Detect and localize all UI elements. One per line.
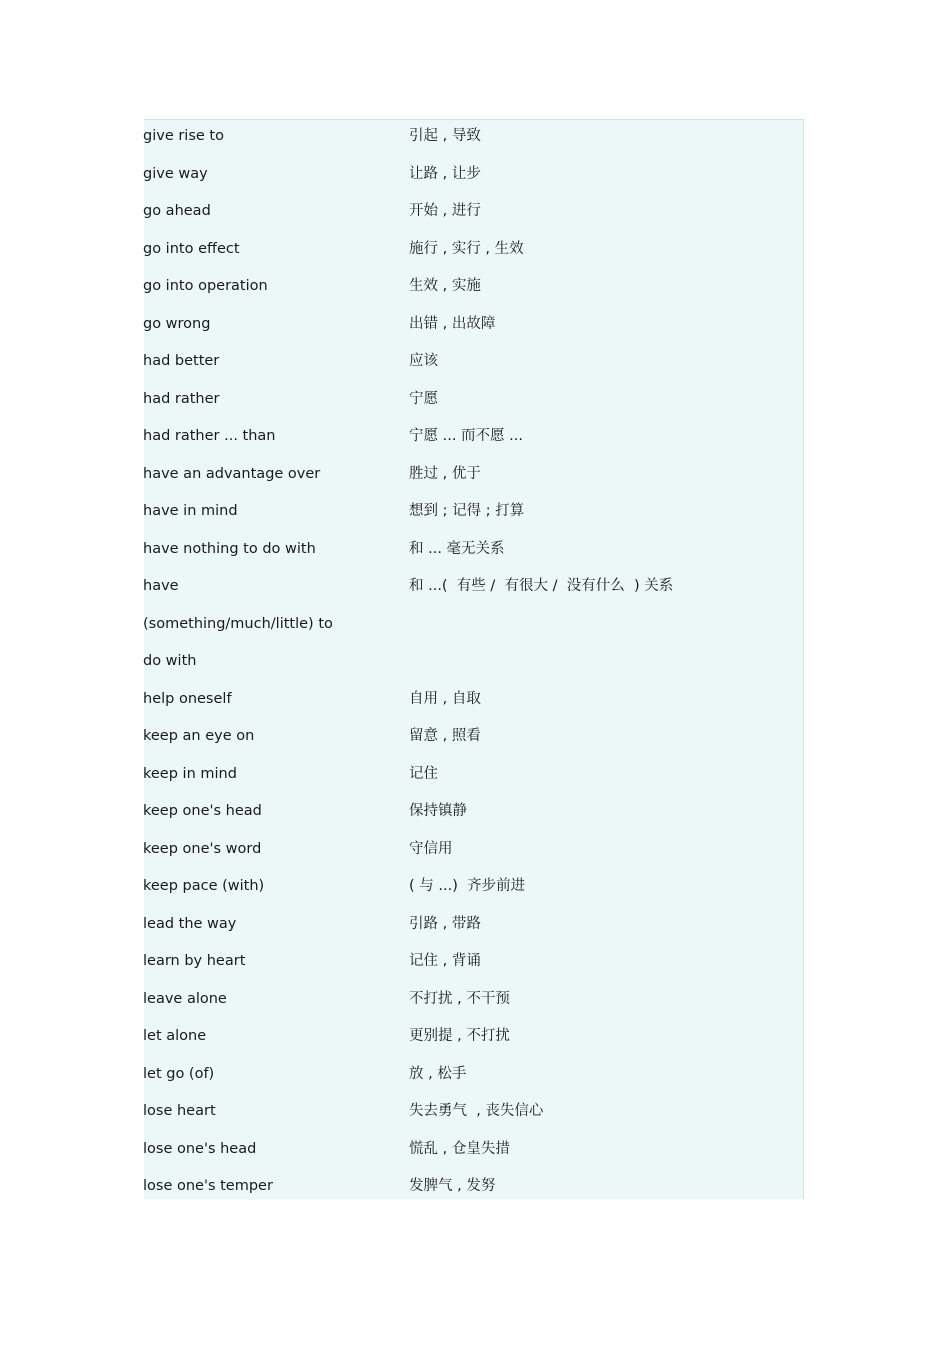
phrase-meaning: 应该 bbox=[409, 353, 438, 369]
phrase-meaning: 和 ...( 有些 / 有很大 / 没有什么 ) 关系 bbox=[409, 578, 674, 594]
phrase-term-line: let alone bbox=[143, 1028, 207, 1044]
phrase-meaning: 引路 , 带路 bbox=[409, 915, 481, 932]
phrase-term bbox=[143, 681, 393, 719]
phrase-term-line: keep one's word bbox=[143, 840, 262, 857]
phrase-meaning: 不打扰 , 不干预 bbox=[409, 990, 510, 1007]
phrase-term-line: lead the way bbox=[143, 915, 237, 932]
phrase-meaning: 自用 , 自取 bbox=[409, 690, 481, 707]
phrase-meaning: 引起 , 导致 bbox=[409, 128, 481, 144]
phrase-term bbox=[143, 231, 393, 269]
phrase-meaning: 保持镇静 bbox=[409, 803, 467, 819]
phrase-meaning: 生效 , 实施 bbox=[409, 278, 481, 294]
phrase-term bbox=[143, 418, 393, 456]
phrase-term bbox=[143, 456, 393, 494]
phrase-term bbox=[143, 1168, 393, 1206]
phrase-term bbox=[143, 943, 393, 981]
phrase-term-line: go wrong bbox=[143, 315, 211, 332]
phrase-term-line: help oneself bbox=[143, 690, 232, 707]
phrase-term-line: learn by heart bbox=[143, 953, 246, 969]
phrase-term-line: give rise to bbox=[143, 128, 224, 144]
phrase-meaning: 胜过 , 优于 bbox=[409, 465, 481, 482]
phrase-term-line: go ahead bbox=[143, 203, 211, 219]
phrase-term bbox=[143, 343, 393, 381]
phrase-term bbox=[143, 268, 393, 306]
phrase-term-line: had rather bbox=[143, 390, 220, 407]
phrase-term bbox=[143, 793, 393, 831]
phrase-meaning: 宁愿 bbox=[409, 390, 438, 407]
phrase-term bbox=[143, 1093, 393, 1131]
phrase-term bbox=[143, 868, 393, 906]
phrase-term-line: go into effect bbox=[143, 240, 240, 257]
phrase-meaning: 失去勇气 , 丧失信心 bbox=[409, 1103, 544, 1119]
phrase-term-line: let go (of) bbox=[143, 1065, 215, 1082]
phrase-term bbox=[143, 118, 393, 156]
phrase-term-line: do with bbox=[143, 653, 197, 669]
phrase-term bbox=[143, 193, 393, 231]
phrase-term bbox=[143, 1018, 393, 1056]
phrase-term-line: keep in mind bbox=[143, 765, 237, 782]
phrase-term bbox=[143, 718, 393, 756]
phrase-meaning: 更别提 , 不打扰 bbox=[409, 1028, 510, 1044]
phrase-term-line: lose heart bbox=[143, 1103, 216, 1119]
phrase-term bbox=[143, 906, 393, 944]
phrase-term bbox=[143, 1056, 393, 1094]
phrase-meaning: 守信用 bbox=[409, 840, 453, 857]
phrase-term bbox=[143, 381, 393, 419]
phrase-term-line: give way bbox=[143, 165, 208, 182]
phrase-meaning: ( 与 ...) 齐步前进 bbox=[409, 878, 526, 894]
phrase-term bbox=[143, 831, 393, 869]
phrase-term-line: have in mind bbox=[143, 503, 238, 519]
phrase-term-line: keep pace (with) bbox=[143, 878, 265, 894]
phrase-term bbox=[143, 756, 393, 794]
phrase-term bbox=[143, 531, 393, 569]
phrase-meaning: 宁愿 ... 而不愿 ... bbox=[409, 428, 523, 444]
phrase-meaning: 慌乱 , 仓皇失措 bbox=[409, 1140, 510, 1157]
phrase-term-line: had rather ... than bbox=[143, 428, 276, 444]
phrase-term bbox=[143, 306, 393, 344]
phrase-term-line: had better bbox=[143, 353, 220, 369]
phrase-term bbox=[143, 493, 393, 531]
phrase-term-line: lose one's head bbox=[143, 1140, 257, 1157]
phrase-term-line: go into operation bbox=[143, 278, 268, 294]
phrase-term bbox=[143, 568, 393, 681]
phrase-meaning: 开始 , 进行 bbox=[409, 203, 481, 219]
phrase-term bbox=[143, 156, 393, 194]
phrase-term-line: keep an eye on bbox=[143, 728, 255, 744]
phrase-meaning: 留意 , 照看 bbox=[409, 728, 481, 744]
phrase-table bbox=[144, 119, 804, 1199]
phrase-meaning: 想到 ; 记得 ; 打算 bbox=[409, 503, 525, 519]
phrase-term-line: lose one's temper bbox=[143, 1178, 273, 1194]
phrase-term bbox=[143, 981, 393, 1019]
phrase-term-line: (something/much/little) to bbox=[143, 615, 333, 632]
phrase-term-line: have an advantage over bbox=[143, 465, 321, 482]
phrase-term-line: leave alone bbox=[143, 990, 227, 1007]
phrase-meaning: 施行 , 实行 , 生效 bbox=[409, 240, 524, 257]
phrase-meaning: 放 , 松手 bbox=[409, 1065, 467, 1082]
phrase-meaning: 让路 , 让步 bbox=[409, 165, 481, 182]
phrase-term-line: keep one's head bbox=[143, 803, 262, 819]
phrase-term-line: have nothing to do with bbox=[143, 540, 316, 557]
phrase-meaning: 出错 , 出故障 bbox=[409, 315, 496, 332]
phrase-term bbox=[143, 1131, 393, 1169]
phrase-term-line: have bbox=[143, 578, 179, 594]
phrase-meaning: 发脾气 , 发努 bbox=[409, 1178, 496, 1194]
phrase-meaning: 记住 bbox=[409, 765, 438, 782]
phrase-meaning: 记住 , 背诵 bbox=[409, 953, 481, 969]
phrase-meaning: 和 ... 毫无关系 bbox=[409, 540, 505, 557]
